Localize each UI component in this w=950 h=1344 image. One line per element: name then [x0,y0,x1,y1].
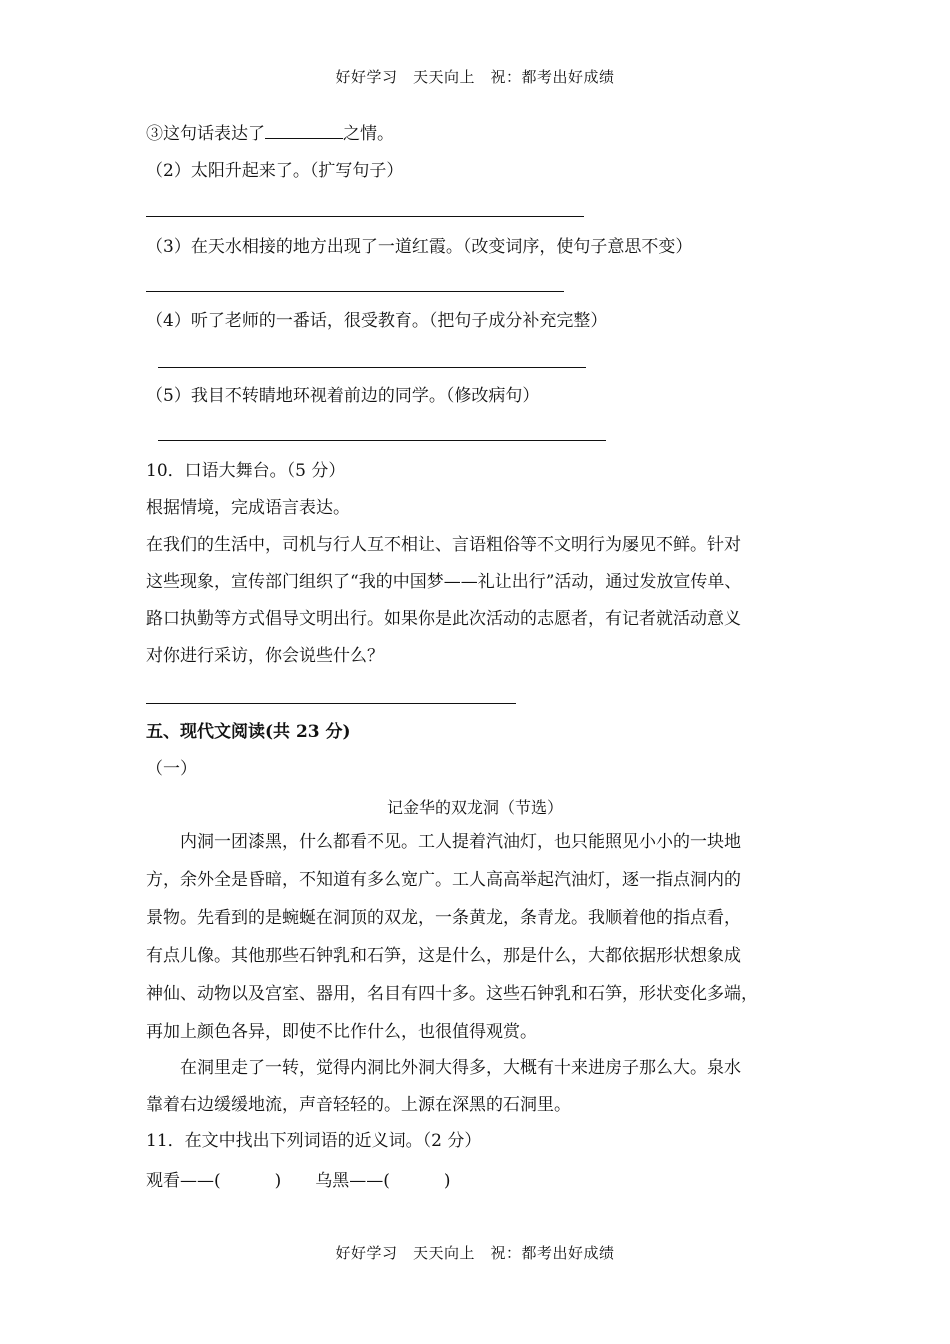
q11-items: 观看——( ) 乌黑——( ) [146,1171,451,1191]
passage-line: 有点儿像。其他那些石钟乳和石笋，这是什么，那是什么，大都依据形状想象成 [146,946,741,966]
answer-blank-inline[interactable] [265,122,343,139]
passage-line: 景物。先看到的是蜿蜒在洞顶的双龙，一条黄龙，条青龙。我顺着他的指点看， [146,908,741,928]
q10-line: 对你进行采访，你会说些什么？ [146,646,384,666]
passage-line: 神仙、动物以及宫室、器用，名目有四十多。这些石钟乳和石笋，形状变化多端， [146,984,758,1004]
passage-line: 靠着右边缓缓地流，声音轻轻的。上源在深黑的石洞里。 [146,1095,571,1115]
answer-line-sub2[interactable] [146,216,584,217]
q9-sub3: （3）在天水相接的地方出现了一道红霞。（改变词序，使句子意思不变） [146,237,693,257]
page-header: 好好学习 天天向上 祝：都考出好成绩 [335,68,615,86]
passage-line: 再加上颜色各异，即使不比作什么，也很值得观赏。 [146,1022,537,1042]
q10-line: 在我们的生活中，司机与行人互不相让、言语粗俗等不文明行为屡见不鲜。针对 [146,535,741,555]
passage-line: 内洞一团漆黑，什么都看不见。工人提着汽油灯，也只能照见小小的一块地 [180,832,741,852]
answer-line-q10[interactable] [146,703,516,704]
q10-instruction: 根据情境，完成语言表达。 [146,498,350,518]
passage-line: 方，余外全是昏暗，不知道有多么宽广。工人高高举起汽油灯，逐一指点洞内的 [146,870,741,890]
q9-sub2: （2）太阳升起来了。（扩写句子） [146,161,404,181]
answer-line-sub3[interactable] [146,291,564,292]
section5-heading: 五、现代文阅读(共 23 分) [146,722,351,742]
q9-sub4: （4）听了老师的一番话，很受教育。（把句子成分补充完整） [146,311,608,331]
page-footer: 好好学习 天天向上 祝：都考出好成绩 [335,1244,615,1262]
q9-item3: ③这句话表达了 之情。 [146,124,394,144]
q11-word2: 乌黑——( [315,1171,390,1191]
q10-title: 10．口语大舞台。（5 分） [146,461,346,481]
q10-line: 路口执勤等方式倡导文明出行。如果你是此次活动的志愿者，有记者就活动意义 [146,609,741,629]
passage-title: 记金华的双龙洞（节选） [386,798,563,817]
answer-line-sub4[interactable] [158,367,586,368]
q11-title: 11．在文中找出下列词语的近义词。（2 分） [146,1131,482,1151]
q10-line: 这些现象，宣传部门组织了“我的中国梦——礼让出行”活动，通过发放宣传单、 [146,572,742,592]
answer-line-sub5[interactable] [158,440,606,441]
q11-word1: 观看——( [146,1171,221,1191]
passage-line: 在洞里走了一转，觉得内洞比外洞大得多，大概有十来进房子那么大。泉水 [180,1058,741,1078]
q9-sub5: （5）我目不转睛地环视着前边的同学。（修改病句） [146,386,540,406]
section5-part: （一） [146,759,197,779]
